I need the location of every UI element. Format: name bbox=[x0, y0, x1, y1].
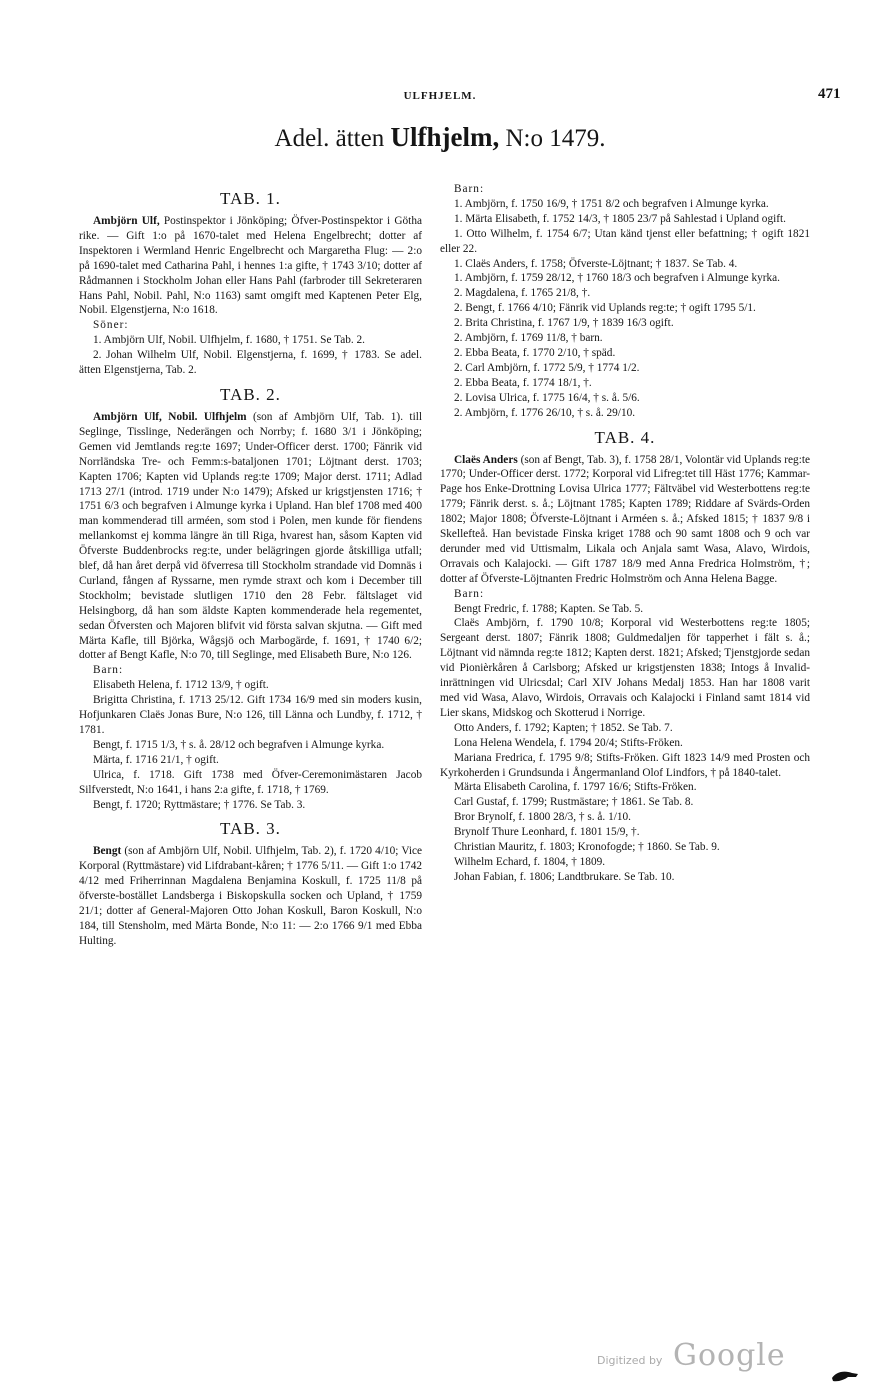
children-label: Barn: bbox=[93, 664, 124, 677]
entry-paragraph bbox=[440, 780, 810, 795]
entry-paragraph bbox=[440, 840, 810, 855]
entry-text: Mariana Fredrica, f. 1795 9/8; Stifts-Fröken. Gift 1823 14/9 med Prosten och Kyrkoherden i Grundsunda i Ångermanland Olof Lindfors, † på 1840-talet. bbox=[440, 751, 810, 779]
entry-text: Elisabeth Helena, f. 1712 13/9, † ogift. bbox=[93, 679, 269, 692]
entry-head-paragraph bbox=[440, 453, 810, 587]
entry-text: Lona Helena Wendela, f. 1794 20/4; Stifts-Fröken. bbox=[454, 736, 683, 749]
entry-text: Märta, f. 1716 21/1, † ogift. bbox=[93, 753, 219, 766]
entry-text: (son af Ambjörn Ulf, Tab. 1). till Seglinge, Tisslinge, Nederängen och Norrby; f. 1680 3/1 i Jönköping; Gemen vid Jemtlands reg:te 1697; Under-Officer derst. 1700; Fänrik vid Norrländska Tre- och Femm:s-bataljonen 1701; Löjtnant derst. 1703; Kapten 1706; Kapten vid Uplands reg:te 1709; Major derst. 1711; Adlad 1713 27/1 (introd. 1719 under N:o 1479); Afsked ur krigstjensten 1716; † 1751 6/3 och begrafven i Almunge kyrka i Upland. Han blef 1708 med 400 man kommenderad till arméen, som stod i Polen, men kunde för fiendens mellankomst ej komma längre än till Riga, hvarest han, såsom Kapten vid Öfverste Buddenbrocks reg:te, under belägringen gjorde åtskilliga utfall; blef, då han året derpå vid öfverresa till Stockholm strandade vid Domnäs i Curland, fången af Ryssarne, men rymde straxt och kom i December till Stockholm; bevistade slutligen 1710 den 28 Febr. fältslaget vid Helsingborg, då han som äldste Kapten kommenderade hela regementet, sedan Öfversten och Majoren blifvit vid första salvan skjutna. — Gift med Märta Kafle, till Björka, Wågsjö och Marbogärde, f. 1691, † 1740 6/2; dotter af Bengt Kafle, N:o 70, till Seglinge, med Elisabeth Bure, N:o 126. bbox=[79, 410, 422, 662]
entry-text: 1. Claës Anders, f. 1758; Öfverste-Löjtnant; † 1837. Se Tab. 4. bbox=[454, 257, 738, 270]
entry-text: Postinspektor i Jönköping; Öfver-Postinspektor i Götha rike. — Gift 1:o på 1670-talet med Helena Engelbrecht; dotter af Inspektoren i Wermland Henric Engelbrecht och Margaretha Flug: — 2:o på 1690-talet med Catharina Pahl, i hennes 1:a gifte, † 1743 3/10; dotter af Rådmannen i Stockholm Johan eller Hans Pahl (farbroder till Sekreteraren Hans Pahl, Nobil. Pahl, N:o 1163) samt omgift med Kaptenen Peter Elg, Nobil. Elgenstjerna, N:o 1618. bbox=[79, 215, 422, 317]
entry-text: 2. Ebba Beata, f. 1770 2/10, † späd. bbox=[454, 346, 616, 359]
entry-paragraph bbox=[440, 212, 810, 227]
entry-text: Carl Gustaf, f. 1799; Rustmästare; † 1861. Se Tab. 8. bbox=[454, 796, 694, 809]
entry-paragraph bbox=[79, 693, 422, 738]
entry-text: 2. Ebba Beata, f. 1774 18/1, †. bbox=[454, 376, 592, 389]
entry-paragraph bbox=[79, 678, 422, 693]
entry-paragraph bbox=[440, 257, 810, 272]
entry-text: Bengt, f. 1715 1/3, † s. å. 28/12 och begrafven i Almunge kyrka. bbox=[93, 738, 385, 751]
google-logo: Google bbox=[673, 1338, 786, 1373]
entry-paragraph bbox=[440, 376, 810, 391]
entry-paragraph bbox=[440, 751, 810, 781]
children-label: Söner: bbox=[93, 319, 129, 332]
entry-text: Märta Elisabeth Carolina, f. 1797 16/6; Stifts-Fröken. bbox=[454, 781, 697, 794]
entry-text: Bengt, f. 1720; Ryttmästare; † 1776. Se Tab. 3. bbox=[93, 798, 306, 811]
entry-text: 1. Märta Elisabeth, f. 1752 14/3, † 1805 23/7 på Sahlestad i Upland ogift. bbox=[454, 212, 786, 225]
entry-paragraph bbox=[79, 753, 422, 768]
google-watermark bbox=[597, 1338, 787, 1382]
entry-paragraph bbox=[440, 825, 810, 840]
entry-text: 2. Johan Wilhelm Ulf, Nobil. Elgenstjerna, f. 1699, † 1783. Se adel. ätten Elgenstjerna, Tab. 2. bbox=[79, 349, 422, 377]
right-column bbox=[440, 182, 810, 885]
children-label: Barn: bbox=[454, 183, 485, 195]
entry-text: 2. Brita Christina, f. 1767 1/9, † 1839 16/3 ogift. bbox=[454, 317, 674, 330]
tab-heading: TAB. 2. bbox=[220, 384, 281, 404]
page-title bbox=[0, 122, 880, 153]
entry-text: Johan Fabian, f. 1806; Landtbrukare. Se Tab. 10. bbox=[454, 870, 675, 883]
entry-text: Bror Brynolf, f. 1800 28/3, † s. å. 1/10. bbox=[454, 811, 631, 824]
children-label: Barn: bbox=[454, 587, 485, 600]
running-head: ULFHJELM. bbox=[403, 90, 477, 102]
entry-person-name: Bengt bbox=[93, 845, 122, 858]
entry-text: 2. Lovisa Ulrica, f. 1775 16/4, † s. å. 5/6. bbox=[454, 391, 640, 404]
entry-text: (son af Bengt, Tab. 3), f. 1758 28/1, Volontär vid Uplands reg:te 1770; Under-Officer derst. 1772; Korporal vid Lifreg:tet till Häst 1776; Kammar-Page hos Enke-Drottning Lovisa Ulrica 1777; Fältväbel vid Westerbottens reg:te 1779; Fänrik derst. s. å.; Löjtnant 1785; Kapten 1789; Riddare af Svärds-Orden 1802; Major 1808; Öfverste-Löjtnant i Arméen s. å.; Afsked 1815; † 1837 9/8 i Skellefteå. Han bevistade Finska kriget 1788 och 90 samt 1808 och 9 och var derunder med vid Uttismalm, Likala och Anjala samt Wasa, Alavo, Wirdois, Orravais och Kalajocki. — Gift 1787 18/9 med Anna Fredrica Holmström, †; dotter af Öfverste-Löjtnanten Fredric Holmström och Anna Helena Bagge. bbox=[440, 453, 810, 585]
entry-paragraph bbox=[440, 286, 810, 301]
entry-text: 1. Ambjörn Ulf, Nobil. Ulfhjelm, f. 1680, † 1751. Se Tab. 2. bbox=[93, 334, 365, 347]
entry-paragraph bbox=[440, 346, 810, 361]
entry-text: Claës Ambjörn, f. 1790 10/8; Korporal vid Westerbottens reg:te 1805; Sergeant derst. 1807; Fänrik 1808; Guldmedaljen för tapperhet i fält s. å.; Löjtnant vid nämnda reg:te 1812; Kapten derst. 1821; Afsked; Tjenstgjorde sedan vid Pionièrkåren å Carlsborg; Afsked ur krigstjensten 1838; Intogs å Invalid-inrättningen vid Ulricsdal; Carl XIV Johans Medalj 1853. Han har 1808 varit med vid Wasa, Alavo, Wirdois, Orravais och Kalajocki i Finland samt 1814 vid Lier skans, Midskog och Skotterud i Norrige. bbox=[440, 617, 810, 719]
entry-text: 1. Otto Wilhelm, f. 1754 6/7; Utan känd tjenst eller befattning; † ogift 1821 eller 22. bbox=[440, 227, 810, 255]
entry-paragraph bbox=[79, 768, 422, 798]
entry-text: Otto Anders, f. 1792; Kapten; † 1852. Se Tab. 7. bbox=[454, 721, 673, 734]
entry-head-paragraph bbox=[79, 214, 422, 318]
entry-text: 1. Ambjörn, f. 1759 28/12, † 1760 18/3 och begrafven i Almunge kyrka. bbox=[454, 272, 780, 285]
entry-text: 1. Ambjörn, f. 1750 16/9, † 1751 8/2 och begrafven i Almunge kyrka. bbox=[454, 197, 769, 210]
tab-heading: TAB. 4. bbox=[594, 427, 656, 447]
entry-paragraph bbox=[440, 870, 810, 885]
entry-paragraph bbox=[440, 301, 810, 316]
entry-paragraph bbox=[440, 855, 810, 870]
title-number: N:o 1479. bbox=[505, 125, 606, 152]
entry-text: 2. Ambjörn, f. 1769 11/8, † barn. bbox=[454, 332, 603, 345]
entry-text: Brynolf Thure Leonhard, f. 1801 15/9, †. bbox=[454, 826, 640, 839]
entry-paragraph bbox=[79, 798, 422, 813]
entry-head-paragraph bbox=[79, 844, 422, 948]
digitized-by-label: Digitized by bbox=[597, 1354, 663, 1367]
entry-text: Wilhelm Echard, f. 1804, † 1809. bbox=[454, 855, 606, 868]
entry-paragraph bbox=[440, 316, 810, 331]
title-prefix: Adel. ätten bbox=[274, 125, 385, 152]
entry-text: Christian Mauritz, f. 1803; Kronofogde; † 1860. Se Tab. 9. bbox=[454, 841, 720, 854]
hand-pointer-icon bbox=[830, 1368, 860, 1384]
entry-paragraph bbox=[79, 738, 422, 753]
entry-person-name: Ambjörn Ulf, Nobil. Ulfhjelm bbox=[93, 410, 247, 423]
entry-paragraph bbox=[440, 721, 810, 736]
entry-paragraph bbox=[440, 602, 810, 617]
entry-paragraph bbox=[440, 271, 810, 286]
entry-paragraph bbox=[440, 227, 810, 257]
entry-text: 2. Carl Ambjörn, f. 1772 5/9, † 1774 1/2. bbox=[454, 361, 640, 374]
entry-text: 2. Magdalena, f. 1765 21/8, †. bbox=[454, 287, 591, 300]
entry-paragraph bbox=[79, 333, 422, 348]
entry-text: (son af Ambjörn Ulf, Nobil. Ulfhjelm, Tab. 2), f. 1720 4/10; Vice Korporal (Ryttmästare) vid Lifdrabant-kåren; † 1776 5/11. — Gift 1:o 1742 4/12 med Friherrinnan Magdalena Benjamina Koskull, f. 1725 11/8 på öfverste-bostället Landsberga i Biskopskulla socken och Upland, † 1759 21/1; dotter af General-Majoren Otto Johan Koskull, Baron Koskull, N:o 184, till Stensholm, med Märta Bonde, N:o 11: — 2:o 1766 9/1 med Ebba Hulting. bbox=[79, 845, 422, 947]
tab-heading: TAB. 1. bbox=[220, 189, 281, 208]
left-column bbox=[79, 182, 422, 949]
entry-paragraph bbox=[440, 361, 810, 376]
entry-paragraph bbox=[440, 391, 810, 406]
entry-paragraph bbox=[440, 406, 810, 421]
page-number: 471 bbox=[818, 86, 841, 102]
entry-paragraph bbox=[79, 348, 422, 378]
entry-paragraph bbox=[440, 810, 810, 825]
entry-text: Ulrica, f. 1718. Gift 1738 med Öfver-Ceremonimästaren Jacob Silfverstedt, N:o 1641, i hans 2:a gifte, f. 1718, † 1769. bbox=[79, 768, 422, 796]
entry-paragraph bbox=[440, 197, 810, 212]
entry-person-name: Ambjörn Ulf, bbox=[93, 215, 160, 227]
family-name: Ulfhjelm, bbox=[390, 122, 500, 152]
entry-paragraph bbox=[440, 736, 810, 751]
entry-text: Bengt Fredric, f. 1788; Kapten. Se Tab. 5. bbox=[454, 602, 644, 615]
entry-text: 2. Bengt, f. 1766 4/10; Fänrik vid Uplands reg:te; † ogift 1795 5/1. bbox=[454, 302, 756, 315]
entry-paragraph bbox=[440, 795, 810, 810]
entry-paragraph bbox=[440, 616, 810, 720]
entry-text: Brigitta Christina, f. 1713 25/12. Gift 1734 16/9 med sin moders kusin, Hofjunkaren Claës Jonas Bure, N:o 126, till Länna och Lundby, f. 1712, † 1781. bbox=[79, 694, 422, 736]
tab-heading: TAB. 3. bbox=[220, 819, 281, 839]
entry-person-name: Claës Anders bbox=[454, 453, 518, 466]
entry-text: 2. Ambjörn, f. 1776 26/10, † s. å. 29/10. bbox=[454, 406, 636, 419]
entry-head-paragraph bbox=[79, 410, 422, 663]
entry-paragraph bbox=[440, 331, 810, 346]
